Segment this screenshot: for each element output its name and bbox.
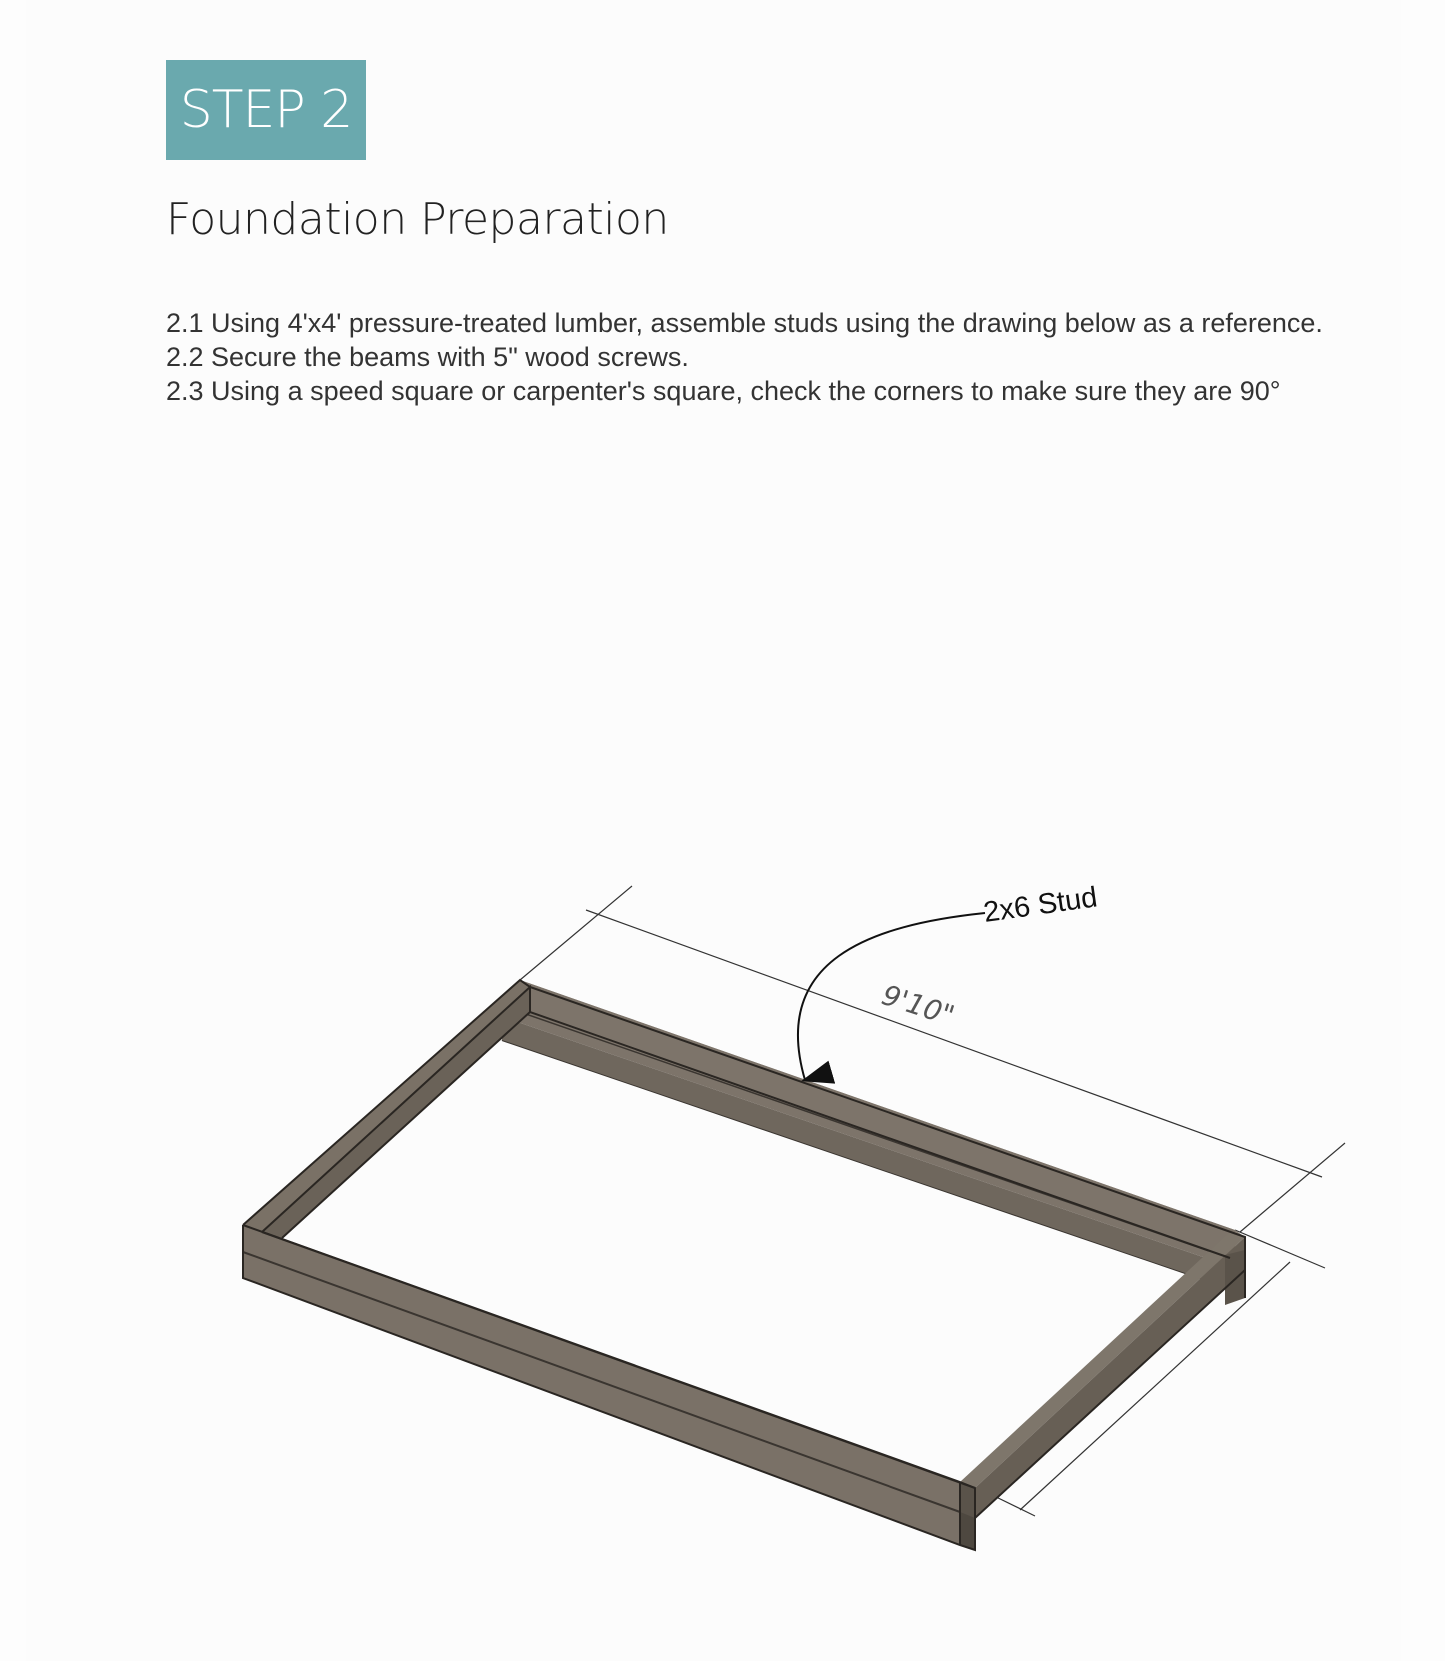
dimension-label: 9'10" [877,978,959,1033]
instruction-item: 2.2 Secure the beams with 5" wood screws. [166,342,689,372]
right-beam-face [975,1237,1245,1518]
back-beam-face [500,980,1235,1268]
instruction-item: 2.3 Using a speed square or carpenter's square, check the corners to make sure they are 90° [166,376,1281,406]
instruction-item: 2.1 Using 4'x4' pressure-treated lumber, assemble studs using the drawing below as a reference. [166,308,1323,338]
step-badge: STEP 2 [166,60,366,160]
back-beam-face-lower [500,1016,1235,1290]
front-beam-face [243,1225,960,1545]
stud-label: 2x6 Stud [981,881,1100,929]
page-title: Foundation Preparation [166,194,669,245]
left-beam-top [243,980,530,1232]
front-corner-post [960,1512,975,1550]
wood-frame [243,980,1245,1550]
right-beam-top [960,1232,1245,1488]
